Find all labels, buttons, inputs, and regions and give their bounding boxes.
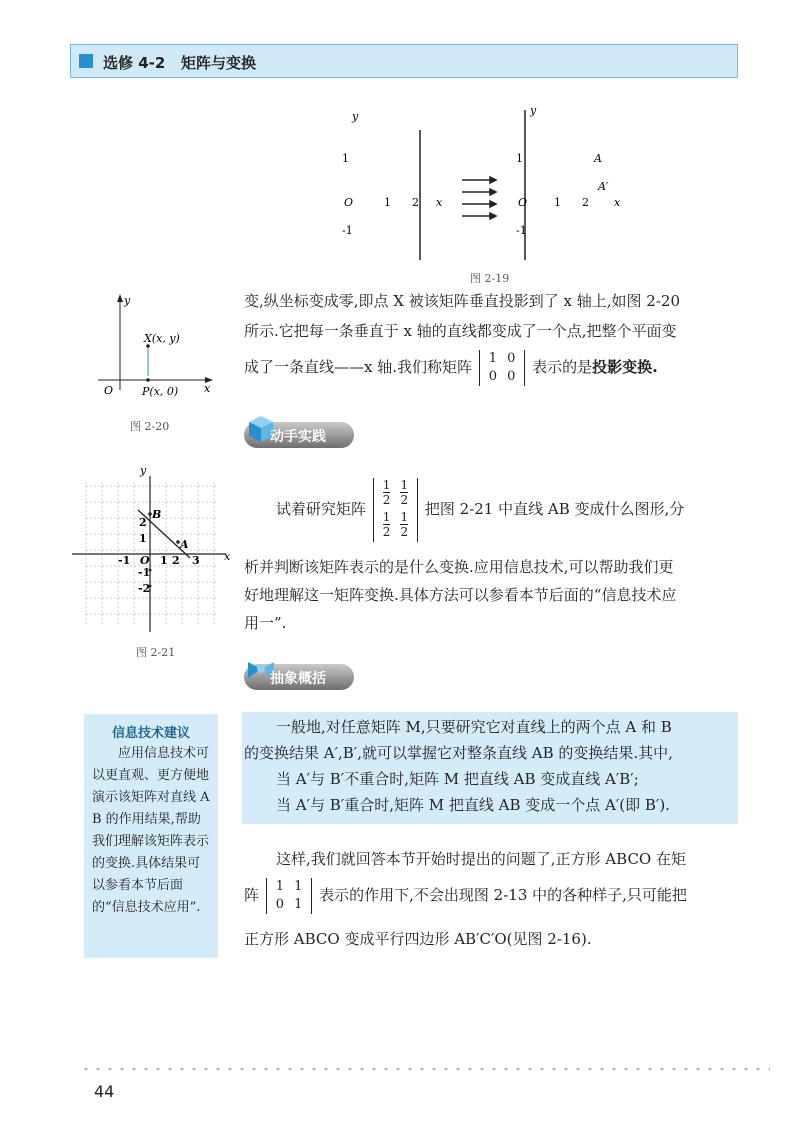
practice-matrix	[373, 478, 418, 542]
chapter-header	[70, 44, 738, 78]
practice-badge	[244, 414, 364, 448]
fig19-left-y-label: y	[352, 110, 359, 123]
figure-2-19	[330, 100, 650, 290]
sidebar-title: 信息技术建议	[111, 726, 190, 741]
fig21-tick-x2: 2	[172, 554, 180, 567]
fraction-denominator: 2	[382, 493, 391, 507]
fig19-right-tick-yneg1: -1	[516, 224, 527, 237]
fig19-arrows	[462, 177, 496, 219]
matrix-cell: 0	[488, 369, 498, 384]
fraction-numerator: 1	[400, 478, 409, 492]
abstract-line3: 当 A′与 B′不重合时,矩阵 M 把直线 AB 变成直线 A′B′;	[276, 770, 639, 788]
figure-2-21	[66, 462, 236, 662]
fraction-numerator: 1	[400, 510, 409, 524]
abstract-summary-box	[242, 712, 738, 824]
matrix-fraction	[383, 510, 391, 539]
fig20-y-label: y	[124, 294, 131, 307]
matrix-cell: 1	[294, 897, 303, 912]
abstract-line2: 的变换结果 A′,B′,就可以掌握它对整条直线 AB 的变换结果.其中,	[244, 744, 673, 762]
fig20-x-label: x	[204, 382, 211, 395]
fig19-left-tick-x1: 1	[384, 196, 391, 209]
para1-line3	[244, 350, 680, 386]
figure-2-20	[92, 290, 217, 435]
fig19-right-point-a: A	[594, 152, 602, 165]
fig20-y-arrow	[117, 294, 123, 302]
para1-term-projection: 投影变换.	[592, 358, 658, 376]
matrix-fraction	[383, 478, 391, 507]
matrix-fraction	[400, 478, 408, 507]
para2-line3: 正方形 ABCO 变成平行四边形 AB′C′O(见图 2-16).	[244, 930, 592, 948]
shear-matrix	[266, 878, 313, 914]
fig21-y-label: y	[140, 464, 147, 477]
matrix-cell: 0	[507, 351, 516, 366]
fig21-point-b-label: B	[152, 508, 162, 521]
fig19-left-x-label: x	[436, 196, 443, 209]
para2-line2	[244, 878, 687, 914]
fig21-point-a-label: A	[180, 538, 189, 551]
fig20-point-x-label: X(x, y)	[144, 332, 180, 345]
chapter-title: 选修 4-2 矩阵与变换	[103, 54, 256, 72]
fraction-numerator: 1	[382, 510, 391, 524]
matrix-cell: 1	[275, 879, 285, 894]
fig21-tick-y2: 2	[139, 516, 147, 529]
fraction-denominator: 2	[382, 525, 391, 539]
paragraph-practice	[276, 478, 684, 542]
sidebar-body: 应用信息技术可以更直观、更方便地演示该矩阵对直线 AB 的作用结果,帮助我们理解该矩阵表示的变换.具体结果可以参看本节后面的“信息技术应用”.	[92, 746, 210, 915]
abstract-line4: 当 A′与 B′重合时,矩阵 M 把直线 AB 变成一个点 A′(即 B′).	[276, 796, 670, 814]
practice-line4: 用一”.	[244, 614, 287, 632]
fig19-caption: 图 2-19	[470, 272, 510, 285]
fraction-denominator: 2	[400, 493, 409, 507]
fig21-tick-y1: 1	[139, 532, 147, 545]
fig21-tick-yneg2: -2	[138, 582, 151, 595]
para1-line3-pre: 成了一条直线——x 轴.我们称矩阵	[244, 358, 472, 376]
matrix-cell: 1	[294, 879, 303, 894]
practice-line2: 析并判断该矩阵表示的是什么变换.应用信息技术,可以帮助我们更	[244, 558, 674, 576]
para2-line2-pre: 阵	[244, 886, 260, 904]
page-number: 44	[94, 1082, 115, 1101]
matrix-cell: 0	[507, 369, 516, 384]
fig21-tick-x3: 3	[192, 554, 200, 567]
practice-line1-post: 把图 2-21 中直线 AB 变成什么图形,分	[424, 500, 685, 518]
footer-dotted-rule	[80, 1068, 770, 1070]
fig19-right-tick-x2: 2	[582, 196, 589, 209]
fig21-caption: 图 2-21	[136, 646, 176, 659]
fig19-right-tick-y1: 1	[516, 152, 523, 165]
abstract-badge	[244, 656, 364, 690]
para1-line1: 变,纵坐标变成零,即点 X 被该矩阵垂直投影到了 x 轴上,如图 2-20	[244, 292, 680, 310]
fig19-right-origin: O	[518, 196, 528, 209]
fig21-tick-x-neg1: -1	[118, 554, 131, 567]
matrix-fraction	[400, 510, 408, 539]
para1-line2: 所示.它把每一条垂直于 x 轴的直线都变成了一个点,把整个平面变	[244, 322, 677, 340]
para2-line1: 这样,我们就回答本节开始时提出的问题了,正方形 ABCO 在矩	[276, 850, 686, 868]
practice-line1-pre: 试着研究矩阵	[276, 500, 367, 518]
fig19-left-plot	[370, 130, 450, 260]
fraction-denominator: 2	[400, 525, 409, 539]
fig19-right-y-label: y	[530, 104, 537, 117]
fig20-origin: O	[104, 384, 114, 397]
fig21-tick-yneg1: -1	[138, 566, 151, 579]
fig19-left-tick-x2: 2	[412, 196, 419, 209]
fig20-point-p	[146, 378, 150, 382]
practice-line3: 好地理解这一矩阵变换.具体方法可以参看本节后面的“信息技术应	[244, 586, 677, 604]
matrix-cell: 1	[488, 351, 498, 366]
fig19-right-tick-x1: 1	[554, 196, 561, 209]
fig19-right-point-a-prime: A′	[598, 180, 609, 193]
fig19-right-x-label: x	[614, 196, 621, 209]
fig19-left-origin: O	[344, 196, 354, 209]
abstract-line1: 一般地,对任意矩阵 M,只要研究它对直线上的两个点 A 和 B	[276, 718, 672, 736]
info-tech-sidebar	[84, 714, 218, 958]
fig21-x-label: x	[224, 550, 231, 563]
header-square-icon	[79, 54, 93, 68]
fig19-left-tick-y1: 1	[342, 152, 349, 165]
practice-badge-label: 动手实践	[270, 429, 326, 445]
matrix-cell: 0	[275, 897, 285, 912]
fig21-origin: O	[140, 554, 150, 567]
paragraph-projection	[244, 290, 680, 386]
para1-line3-post: 表示的是	[532, 358, 593, 376]
fig20-caption: 图 2-20	[130, 420, 170, 433]
abstract-badge-label: 抽象概括	[270, 671, 326, 687]
projection-matrix	[479, 350, 526, 386]
fraction-numerator: 1	[382, 478, 391, 492]
para2-line2-post: 表示的作用下,不会出现图 2-13 中的各种样子,只可能把	[319, 886, 687, 904]
fig21-tick-x1: 1	[160, 554, 168, 567]
fig19-left-tick-yneg1: -1	[342, 224, 353, 237]
fig20-point-p-label: P(x, 0)	[142, 385, 179, 398]
